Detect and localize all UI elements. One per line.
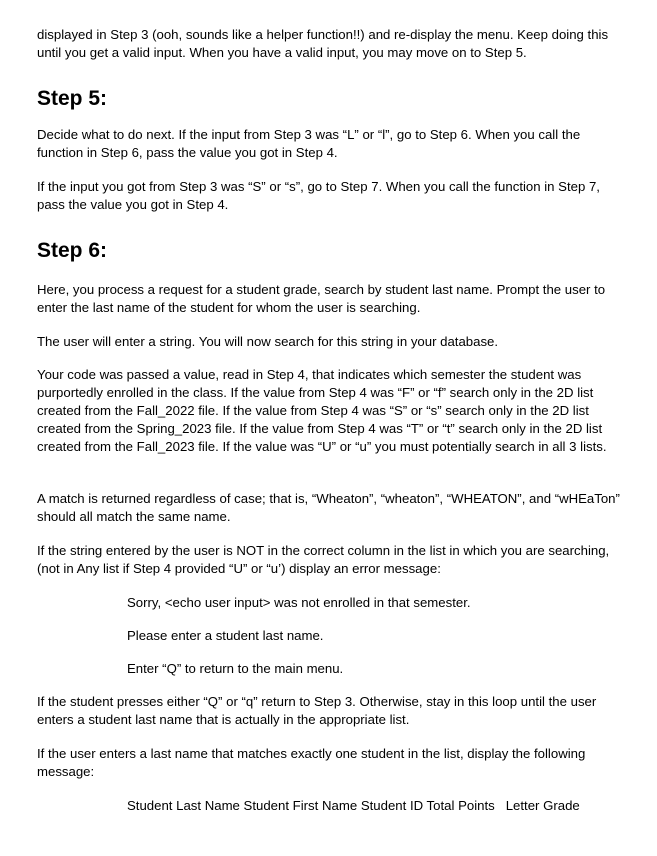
step6-paragraph-3: Your code was passed a value, read in Step 4, that indicates which semester the student was purportedly enrolled in the class. If the value from Step 4 was “F” or “f” search only in the 2D list created from the Fall_2022 file. If the value from Step 4 was “S” or “s” search only in the 2D list created from the Spring_2023 file. If the value from Step 4 was “T” or “t” search only in the 2D list created from the Fall_2023 file. If the value was “U” or “u” you must potentially search in all 3 lists. xyxy=(37,367,607,454)
step6-paragraph-6: If the student presses either “Q” or “q” return to Step 3. Otherwise, stay in this loop until the user enters a student last name that is actually in the appropriate list. xyxy=(37,694,597,727)
step6-paragraph-4: A match is returned regardless of case; that is, “Wheaton”, “wheaton”, “WHEATON”, and “wHEaTon” should all match the same name. xyxy=(37,491,620,524)
step5-paragraph-2: If the input you got from Step 3 was “S” or “s”, go to Step 7. When you call the function in Step 7, pass the value you got in Step 4. xyxy=(37,179,600,212)
error-message-line-2: Please enter a student last name. xyxy=(127,628,324,643)
error-message-line-1: Sorry, <echo user input> was not enrolled in that semester. xyxy=(127,595,471,610)
step5-paragraph-1: Decide what to do next. If the input from Step 3 was “L” or “l”, go to Step 6. When you call the function in Step 6, pass the value you got in Step 4. xyxy=(37,127,581,160)
step6-paragraph-2: The user will enter a string. You will now search for this string in your database. xyxy=(37,334,499,349)
output-header-line: Student Last Name Student First Name Student ID Total Points Letter Grade xyxy=(127,798,580,813)
step5-heading: Step 5: xyxy=(37,87,108,110)
step6-paragraph-7: If the user enters a last name that matches exactly one student in the list, display the following message: xyxy=(37,746,586,779)
error-message-line-3: Enter “Q” to return to the main menu. xyxy=(127,661,344,676)
step6-heading: Step 6: xyxy=(37,239,108,262)
step6-paragraph-1: Here, you process a request for a student grade, search by student last name. Prompt the user to enter the last name of the student for whom the user is searching. xyxy=(37,282,606,315)
step6-paragraph-5: If the string entered by the user is NOT in the correct column in the list in which you are searching, (not in Any list if Step 4 provided “U” or “u’) display an error message: xyxy=(37,543,610,576)
intro-paragraph: displayed in Step 3 (ooh, sounds like a helper function!!) and re-display the menu. Keep doing this until you get a valid input. When you have a valid input, you may move on to Step 5. xyxy=(37,27,609,60)
